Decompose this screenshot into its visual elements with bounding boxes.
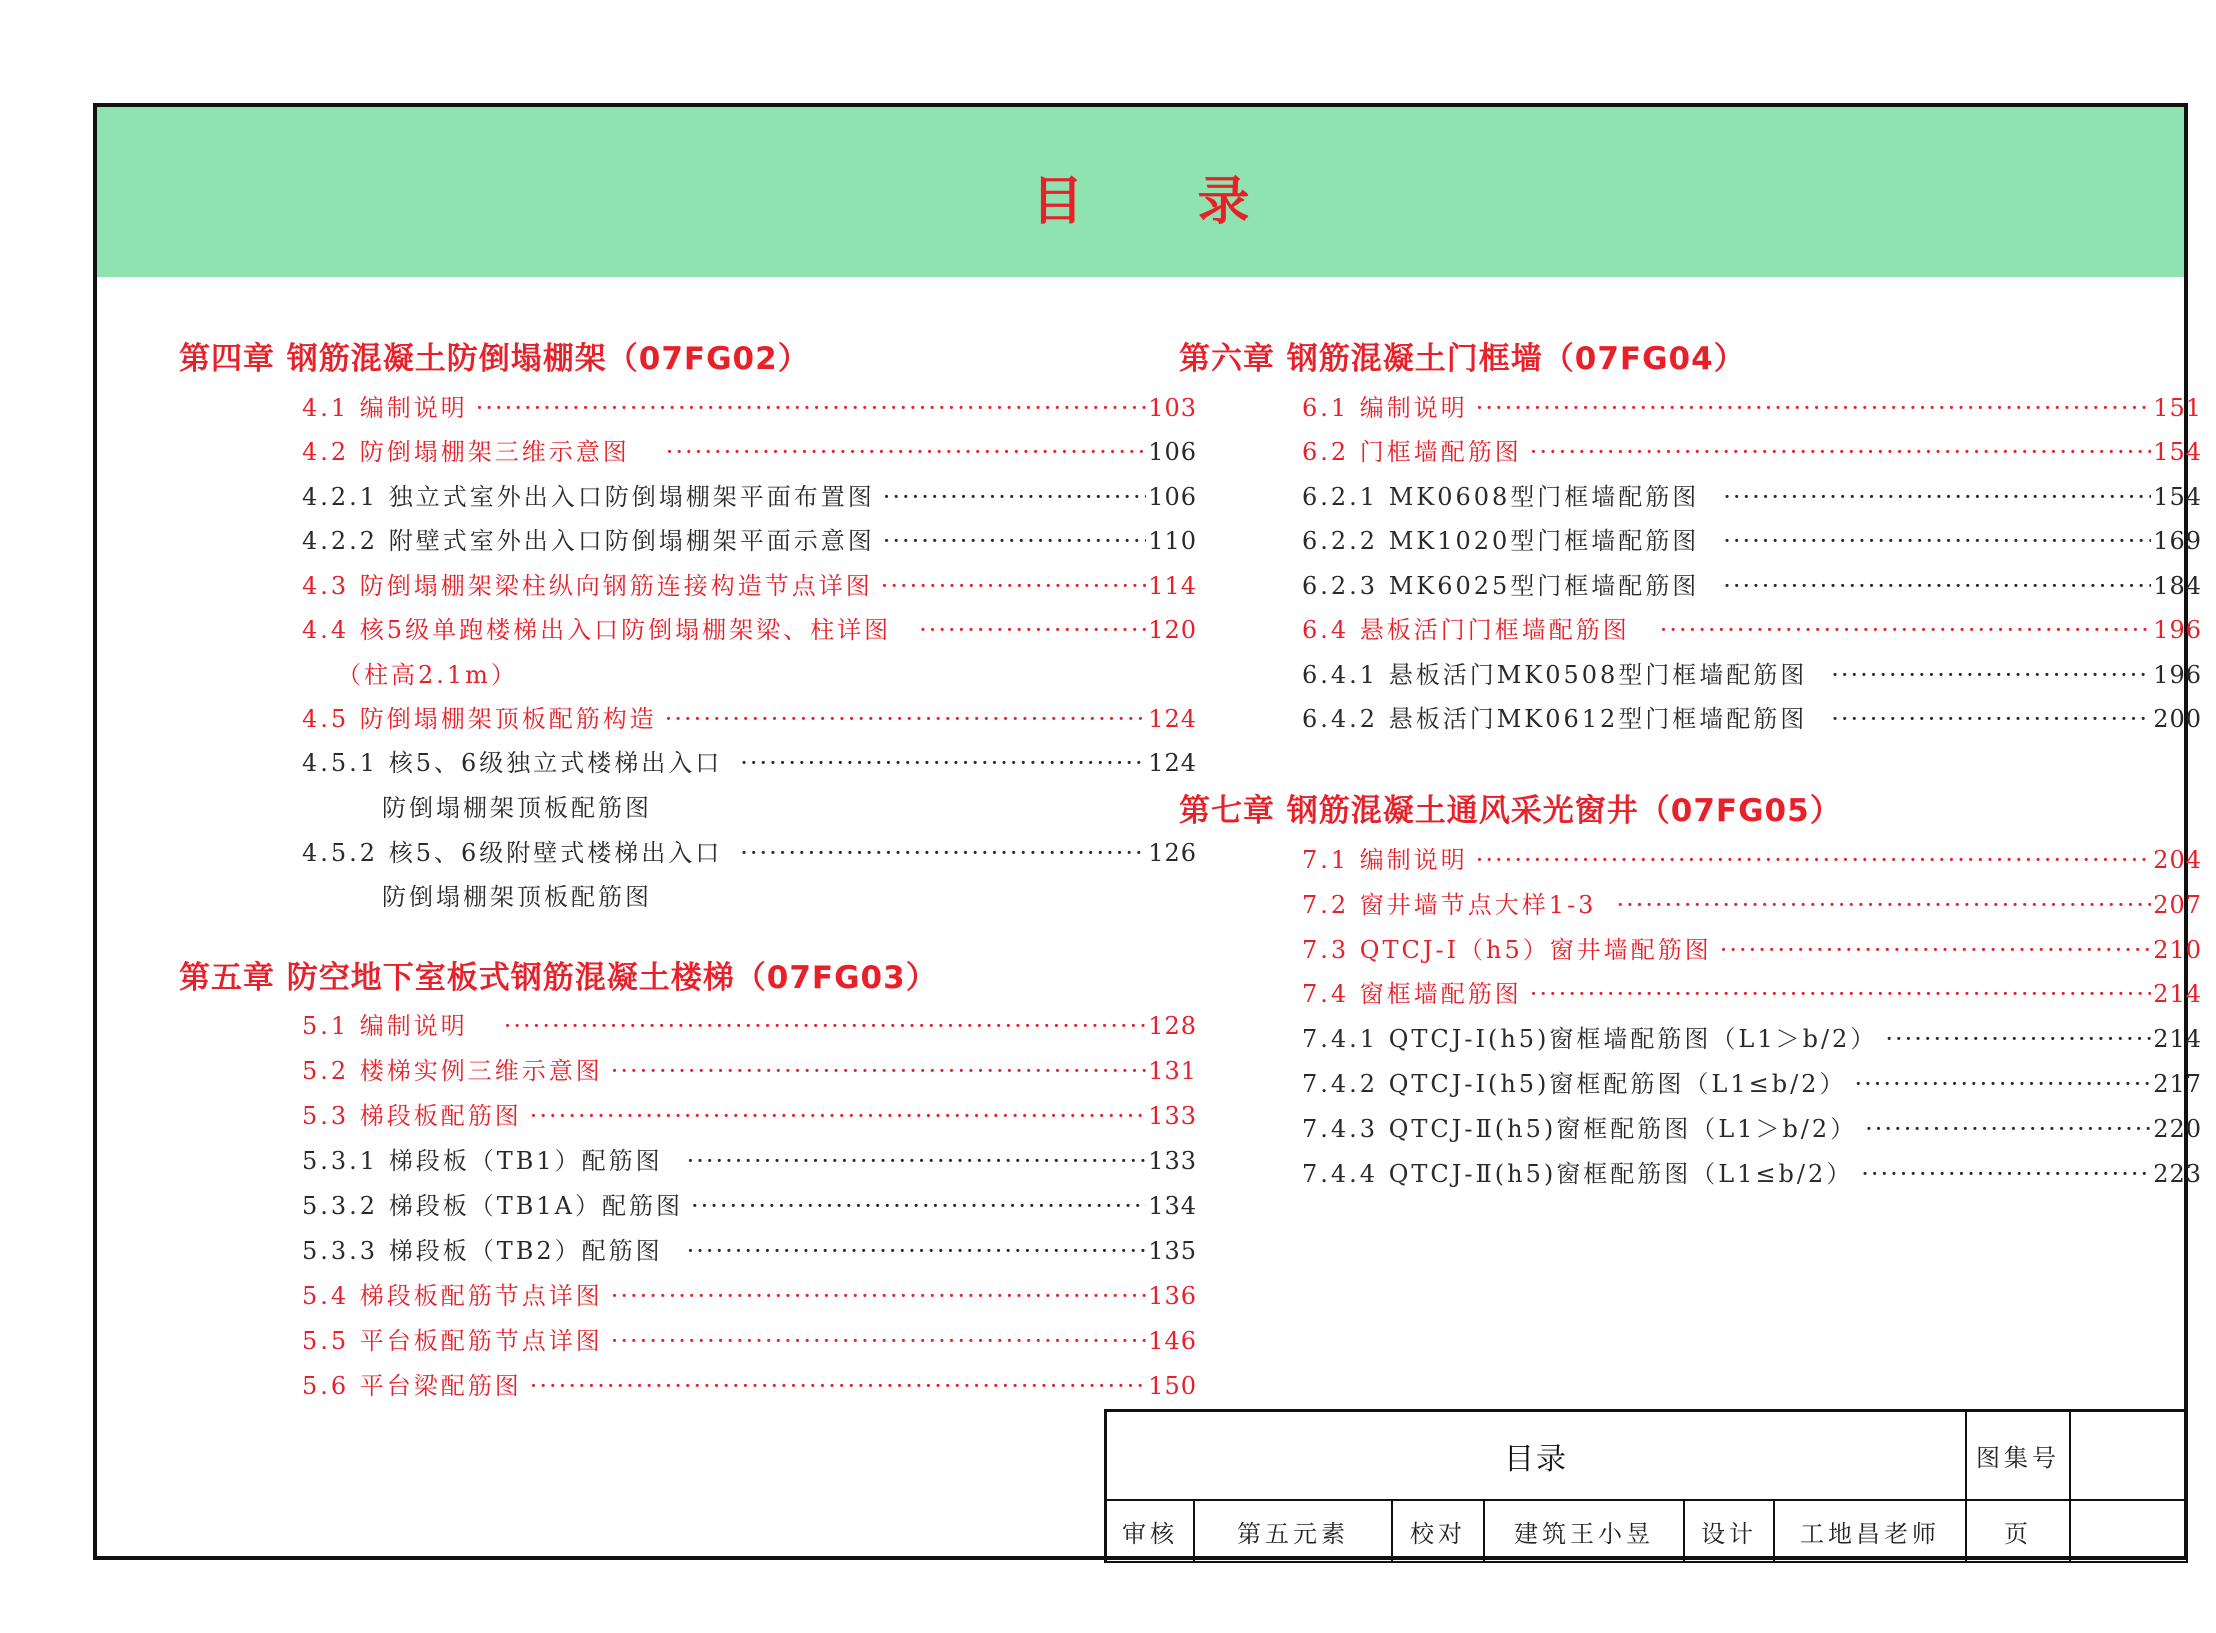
toc-entry[interactable]: 5.3 梯段板配筋图 ····· 133 — [302, 1101, 1197, 1131]
toc-entry[interactable]: 5.3.3 梯段板（TB2）配筋图 ····· 135 — [302, 1236, 1197, 1266]
toc-entry[interactable]: 7.4.4 QTCJ-Ⅱ(h5)窗框配筋图（L1≤b/2） ····· 223 — [1302, 1159, 2202, 1189]
toc-entry[interactable]: 6.2.1 MK0608型门框墙配筋图 ····· 154 — [1302, 482, 2202, 512]
chapter-4-title: 第四章 钢筋混凝土防倒塌棚架（07FG02） — [179, 341, 810, 377]
toc-entry[interactable]: 5.1 编制说明 ····· 128 — [302, 1011, 1197, 1041]
review-label: 审核 — [1107, 1501, 1195, 1563]
header-band — [97, 107, 2184, 277]
toc-entry[interactable]: 5.6 平台梁配筋图 ····· 150 — [302, 1371, 1197, 1401]
toc-entry[interactable]: 6.2 门框墙配筋图 ····· 154 — [1302, 437, 2202, 467]
page-title: 目 录 — [1031, 172, 1298, 232]
toc-entry[interactable]: 7.4.3 QTCJ-Ⅱ(h5)窗框配筋图（L1＞b/2） ····· 220 — [1302, 1114, 2202, 1144]
toc-entry-continuation: （柱高2.1m） — [337, 661, 518, 689]
toc-entry[interactable]: 7.2 窗井墙节点大样1-3 ····· 207 — [1302, 890, 2202, 920]
design-label: 设计 — [1685, 1501, 1775, 1563]
title-block — [1104, 1409, 2188, 1563]
page-label: 页 — [1967, 1501, 2071, 1563]
toc-entry[interactable]: 6.1 编制说明 ····· 151 — [1302, 393, 2202, 423]
toc-entry[interactable]: 4.1 编制说明 ····· 103 — [302, 393, 1197, 423]
toc-entry[interactable]: 4.5.1 核5、6级独立式楼梯出入口 ····· 124 — [302, 748, 1197, 778]
atlas-no-label: 图集号 — [1967, 1412, 2071, 1501]
toc-entry[interactable]: 5.2 楼梯实例三维示意图 ····· 131 — [302, 1056, 1197, 1086]
toc-entry-continuation: 防倒塌棚架顶板配筋图 — [382, 883, 652, 911]
toc-entry[interactable]: 5.3.2 梯段板（TB1A）配筋图 ····· 134 — [302, 1191, 1197, 1221]
toc-entry[interactable]: 7.4.2 QTCJ-Ⅰ(h5)窗框配筋图（L1≤b/2） ····· 217 — [1302, 1069, 2202, 1099]
checker-name: 建筑王小昱 — [1485, 1501, 1685, 1563]
toc-entry[interactable]: 7.3 QTCJ-Ⅰ（h5）窗井墙配筋图 ····· 210 — [1302, 935, 2202, 965]
toc-entry[interactable]: 6.4 悬板活门门框墙配筋图 ····· 196 — [1302, 615, 2202, 645]
toc-entry[interactable]: 6.2.2 MK1020型门框墙配筋图 ····· 169 — [1302, 526, 2202, 556]
toc-entry[interactable]: 4.2 防倒塌棚架三维示意图 ····· 106 — [302, 437, 1197, 467]
page-value — [2071, 1501, 2188, 1563]
toc-entry[interactable]: 4.4 核5级单跑楼梯出入口防倒塌棚架梁、柱详图 ····· 120 — [302, 615, 1197, 645]
designer-name: 工地昌老师 — [1775, 1501, 1967, 1563]
toc-entry[interactable]: 7.4 窗框墙配筋图 ····· 214 — [1302, 979, 2202, 1009]
chapter-7-title: 第七章 钢筋混凝土通风采光窗井（07FG05） — [1179, 793, 1842, 829]
toc-entry-continuation: 防倒塌棚架顶板配筋图 — [382, 794, 652, 822]
toc-entry[interactable]: 7.1 编制说明 ····· 204 — [1302, 845, 2202, 875]
toc-entry[interactable]: 6.2.3 MK6025型门框墙配筋图 ····· 184 — [1302, 571, 2202, 601]
toc-entry[interactable]: 4.2.1 独立式室外出入口防倒塌棚架平面布置图 ····· 106 — [302, 482, 1197, 512]
chapter-5-title: 第五章 防空地下室板式钢筋混凝土楼梯（07FG03） — [179, 960, 938, 996]
chapter-6-title: 第六章 钢筋混凝土门框墙（07FG04） — [1179, 341, 1746, 377]
toc-entry[interactable]: 4.2.2 附壁式室外出入口防倒塌棚架平面示意图 ····· 110 — [302, 526, 1197, 556]
check-label: 校对 — [1393, 1501, 1485, 1563]
toc-entry[interactable]: 5.5 平台板配筋节点详图 ····· 146 — [302, 1326, 1197, 1356]
toc-entry[interactable]: 6.4.1 悬板活门MK0508型门框墙配筋图 ····· 196 — [1302, 660, 2202, 690]
toc-entry[interactable]: 4.5.2 核5、6级附壁式楼梯出入口 ····· 126 — [302, 838, 1197, 868]
toc-entry[interactable]: 4.5 防倒塌棚架顶板配筋构造 ····· 124 — [302, 704, 1197, 734]
toc-entry[interactable]: 5.3.1 梯段板（TB1）配筋图 ····· 133 — [302, 1146, 1197, 1176]
toc-entry[interactable]: 7.4.1 QTCJ-Ⅰ(h5)窗框墙配筋图（L1＞b/2） ····· 214 — [1302, 1024, 2202, 1054]
toc-entry[interactable]: 4.3 防倒塌棚架梁柱纵向钢筋连接构造节点详图 ····· 114 — [302, 571, 1197, 601]
reviewer-name: 第五元素 — [1195, 1501, 1393, 1563]
atlas-no-value — [2071, 1412, 2188, 1501]
drawing-frame — [93, 103, 2202, 1560]
toc-entry[interactable]: 6.4.2 悬板活门MK0612型门框墙配筋图 ····· 200 — [1302, 704, 2202, 734]
toc-entry[interactable]: 5.4 梯段板配筋节点详图 ····· 136 — [302, 1281, 1197, 1311]
title-block-name: 目录 — [1107, 1412, 1967, 1501]
